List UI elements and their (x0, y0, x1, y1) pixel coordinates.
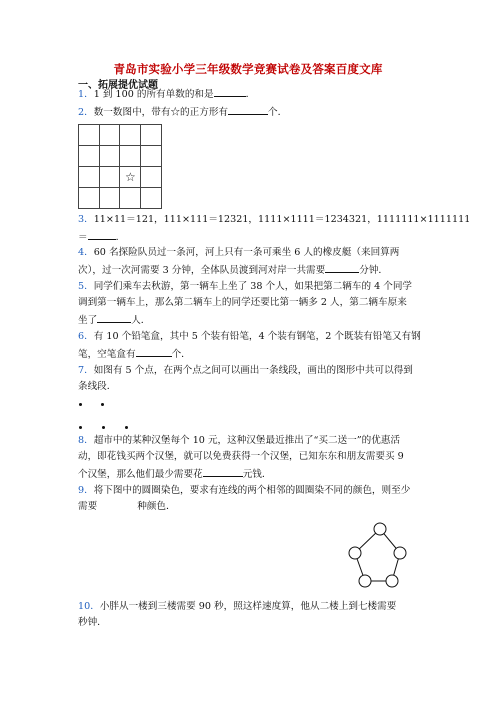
question-text: 动，即花钱买两个汉堡，就可以免费获得一个汉堡，已知东东和朋友需要买 9 (78, 451, 404, 462)
question-4 (78, 246, 421, 260)
question-text: 个． (171, 349, 191, 360)
question-10-line-2 (78, 616, 421, 630)
question-text: 坐了 (78, 315, 98, 326)
question-6 (78, 330, 421, 344)
question-number: 8． (78, 435, 94, 446)
point-dot (79, 426, 82, 429)
question-text: ． (245, 89, 256, 100)
question-text: 1 到 100 的所有单数的和是 (93, 89, 214, 100)
question-text: 分钟． (359, 265, 389, 276)
question-text: 笔，空笔盒有 (78, 349, 136, 360)
question-8-line-3 (78, 466, 421, 482)
question-number: 3． (78, 214, 94, 225)
pentagon-edges (355, 529, 400, 581)
question-text: 人． (131, 315, 151, 326)
question-text: 同学们乘车去秋游，第一辆车上坐了 38 个人，如果把第二辆车的 4 个同学 (93, 281, 413, 292)
question-text: 如图有 5 个点，在两个点之间可以画出一条线段，画出的图形中共可以得到 (93, 365, 413, 376)
question-4-line-2 (78, 262, 421, 278)
circle-node (374, 523, 386, 535)
question-text: 数一数图中，带有☆的正方形有 (93, 107, 229, 118)
question-text: 60 名探险队员过一条河，河上只有一条可乘坐 6 人的橡皮艇（来回算两 (93, 247, 400, 258)
point-dot (102, 426, 105, 429)
question-10 (78, 600, 421, 614)
question-text: 种颜色． (137, 501, 176, 512)
question-number: 10． (78, 601, 100, 612)
question-9-line-2 (78, 500, 421, 514)
question-5-line-3 (78, 312, 421, 328)
circle-node (386, 575, 398, 587)
question-text: 条线段． (78, 381, 117, 392)
question-text: 将下图中的圆圈染色，要求有连线的两个相邻的圆圈染不同的颜色，则至少 (93, 485, 411, 496)
question-7 (78, 364, 421, 378)
answer-blank (203, 466, 243, 477)
question-7-line-2 (78, 380, 421, 394)
question-text: ＝ (78, 232, 88, 243)
answer-blank (228, 104, 268, 115)
circle-node (359, 575, 371, 587)
answer-blank (325, 262, 359, 273)
answer-blank (136, 346, 172, 357)
square-grid-figure (78, 124, 162, 209)
question-6-line-2 (78, 346, 421, 362)
question-text: 次），过一次河需要 3 分钟，全体队员渡到河对岸一共需要 (78, 265, 326, 276)
circle-node (349, 547, 361, 559)
question-number: 1． (78, 89, 94, 100)
question-5-line-2 (78, 296, 421, 310)
question-text: 个． (268, 107, 288, 118)
question-2 (78, 104, 421, 120)
question-number: 6． (78, 331, 94, 342)
question-number: 9． (78, 485, 94, 496)
question-number: 2． (78, 107, 94, 118)
question-text: 元钱． (242, 469, 272, 480)
document-title: 青岛市实验小学三年级数学竞赛试卷及答案百度文库 (113, 62, 383, 76)
point-dot (101, 403, 104, 406)
answer-blank (97, 312, 131, 323)
question-text: 超市中的某种汉堡每个 10 元，这种汉堡最近推出了“买二送一”的优惠活 (93, 435, 401, 446)
star-icon: ☆ (120, 167, 141, 188)
question-5 (78, 280, 421, 294)
question-1 (78, 86, 421, 102)
question-8-line-2 (78, 450, 421, 464)
section-heading: 一、拓展提优试题 (78, 80, 158, 91)
question-3-line-2 (78, 229, 421, 245)
question-text: 秒钟． (78, 617, 107, 628)
point-dot (79, 403, 82, 406)
question-text: 11×11＝121，111×111＝12321，1111×1111＝1234321，1111111×1111111 (93, 214, 471, 225)
question-number: 5． (78, 281, 94, 292)
answer-blank (88, 229, 116, 240)
answer-blank (214, 86, 246, 97)
question-number: 4． (78, 247, 94, 258)
question-text: ． (115, 232, 126, 243)
question-text: 个汉堡，那么他们最少需要花 (78, 469, 203, 480)
question-number: 7． (78, 365, 94, 376)
question-text: 有 10 个铅笔盒，其中 5 个装有铅笔，4 个装有钢笔，2 个既装有铅笔又有钢 (93, 331, 421, 342)
question-text: 调到第一辆车上，那么第二辆车上的同学还要比第一辆多 2 人，第二辆车原来 (78, 297, 407, 308)
point-dot (125, 426, 128, 429)
question-text: 小胖从一楼到三楼需要 90 秒，照这样速度算，他从二楼上到七楼需要 (99, 601, 397, 612)
question-9 (78, 484, 421, 498)
question-8 (78, 434, 421, 448)
circle-node (394, 547, 406, 559)
question-3 (78, 213, 471, 227)
question-text: 需要 (78, 501, 98, 512)
